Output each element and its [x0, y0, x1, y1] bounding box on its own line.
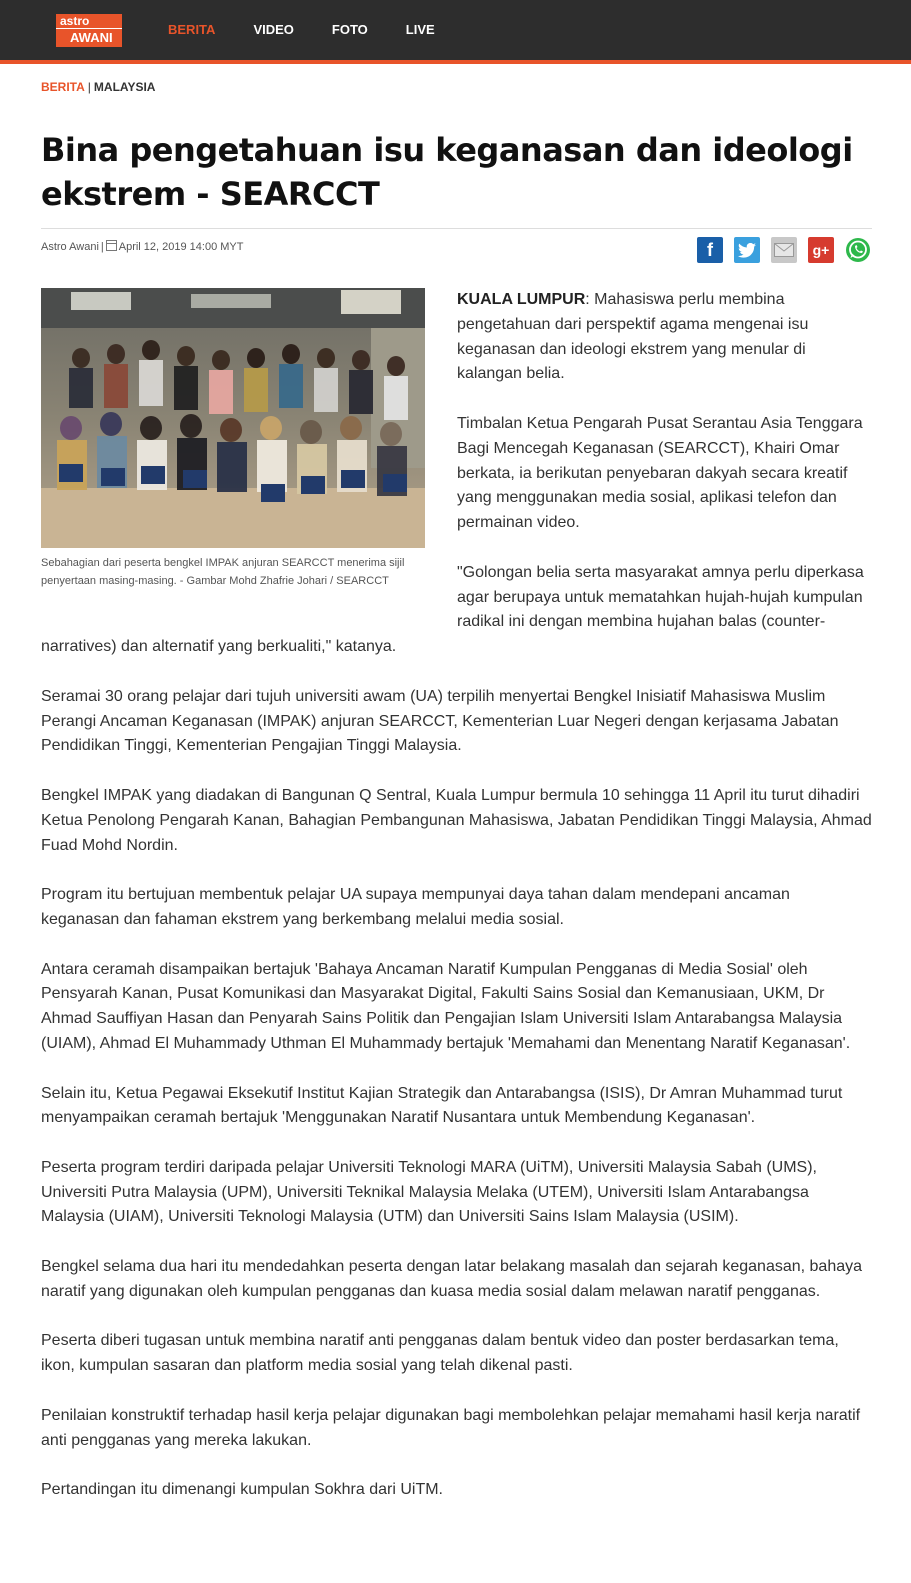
article-paragraph: Timbalan Ketua Pengarah Pusat Serantau Asia Tenggara Bagi Mencegah Keganasan (SEARCCT), Khairi Omar berkata, ia berikutan penyebaran dakyah secara kreatif yang menggunakan media sosial, aplikasi telefon dan permainan video. — [457, 414, 863, 532]
googleplus-share-button[interactable] — [808, 237, 834, 263]
article-lead: : Mahasiswa perlu membina pengetahuan dari perspektif agama mengenai isu keganasan dan ideologi ekstrem yang menular di kalangan belia. — [457, 291, 809, 383]
article-date: April 12, 2019 14:00 MYT — [118, 241, 244, 253]
twitter-share-button[interactable] — [734, 237, 760, 263]
nav-item-video[interactable]: VIDEO — [253, 22, 294, 37]
article-paragraph: Pertandingan itu dimenangi kumpulan Sokhra dari UiTM. — [41, 1481, 443, 1499]
nav-item-foto[interactable]: FOTO — [331, 22, 368, 37]
facebook-icon: f — [707, 239, 713, 260]
accent-divider — [0, 60, 911, 64]
whatsapp-icon — [845, 237, 871, 263]
article-paragraph: Peserta diberi tugasan untuk membina naratif anti pengganas dalam bentuk video dan poster berdasarkan tema, ikon, kumpulan sasaran dan platform media sosial yang telah dikenal pasti. — [41, 1332, 839, 1375]
nav-item-berita[interactable]: BERITA — [168, 22, 216, 37]
astro-awani-logo[interactable] — [56, 14, 122, 46]
figure-float-spacer — [41, 288, 457, 624]
main-nav — [168, 0, 473, 60]
article-paragraph: Seramai 30 orang pelajar dari tujuh universiti awam (UA) terpilih menyertai Bengkel Inisiatif Mahasiswa Muslim Perangi Ancaman Keganasan (IMPAK) anjuran SEARCCT, Kementerian Luar Negeri dengan kerjasama Jabatan Pendidikan Tinggi, Kementerian Pengajian Tinggi Malaysia. — [41, 687, 839, 755]
article-paragraph: Selain itu, Ketua Pegawai Eksekutif Institut Kajian Strategik dan Antarabangsa (ISIS), Dr Amran Muhammad turut menyampaikan ceramah bertajuk 'Menggunakan Naratif Nusantara untuk Membendung Keganasan'. — [41, 1084, 843, 1127]
article-author: Astro Awani — [41, 241, 99, 253]
breadcrumb-separator: | — [87, 80, 91, 94]
logo-top-text: astro — [56, 14, 122, 28]
twitter-icon — [738, 243, 756, 258]
email-icon — [774, 243, 794, 257]
googleplus-icon: g+ — [812, 242, 830, 258]
article-paragraph: Program itu bertujuan membentuk pelajar UA supaya mempunyai daya tahan dalam mendepani ancaman keganasan dan fahaman ekstrem yang berkembang melalui media sosial. — [41, 886, 790, 928]
nav-item-live[interactable]: LIVE — [405, 22, 435, 37]
meta-separator: | — [100, 241, 104, 253]
article-paragraph: Bengkel IMPAK yang diadakan di Bangunan Q Sentral, Kuala Lumpur bermula 10 sehingga 11 April itu turut dihadiri Ketua Penolong Pengarah Kanan, Bahagian Pembangunan Mahasiswa, Jabatan Pendidikan Tinggi Malaysia, Ahmad Fuad Mohd Nordin. — [41, 786, 872, 854]
facebook-share-button[interactable] — [697, 237, 723, 263]
logo-bottom-text: AWANI — [56, 28, 122, 47]
photo-caption: Sebahagian dari peserta bengkel IMPAK anjuran SEARCCT menerima sijil penyertaan masing-masing. - Gambar Mohd Zhafrie Johari / SEARCCT — [41, 557, 405, 587]
title-divider — [41, 228, 872, 229]
breadcrumb — [41, 80, 155, 94]
share-buttons — [697, 237, 882, 263]
article-title: Bina pengetahuan isu keganasan dan ideologi ekstrem - SEARCCT — [41, 131, 853, 213]
whatsapp-share-button[interactable] — [845, 237, 871, 263]
breadcrumb-section[interactable]: BERITA — [41, 80, 85, 94]
article-dateline: KUALA LUMPUR — [457, 291, 586, 308]
top-navigation-bar — [0, 0, 911, 60]
email-share-button[interactable] — [771, 237, 797, 263]
breadcrumb-category[interactable]: MALAYSIA — [93, 80, 156, 94]
article-paragraph: Peserta program terdiri daripada pelajar Universiti Teknologi MARA (UiTM), Universiti Malaysia Sabah (UMS), Universiti Putra Malaysia (UPM), Universiti Teknikal Malaysia Melaka (UTEM), Universiti Islam Antarabangsa Malaysia (UIAM), Universiti Teknologi Malaysia (UTM) dan Universiti Sains Islam Malaysia (USIM). — [41, 1158, 817, 1226]
calendar-icon — [106, 240, 117, 251]
article-paragraph: Antara ceramah disampaikan bertajuk 'Bahaya Ancaman Naratif Kumpulan Pengganas di Media Sosial' oleh Pensyarah Kanan, Pusat Komunikasi dan Masyarakat Digital, Fakulti Sains Sosial dan Kemanusiaan, UKM, Dr Ahmad Sauffiyan Hasan dan Penyarah Sains Politik dan Pengajian Islam Universiti Islam Antarabangsa Malaysia (UIAM), Ahmad El Muhammady Uthman El Muhammady bertajuk 'Memahami dan Menentang Naratif Keganasan'. — [41, 960, 851, 1052]
article-paragraph: Penilaian konstruktif terhadap hasil kerja pelajar digunakan bagi membolehkan pelajar memahami hasil kerja naratif anti pengganas yang mereka lakukan. — [41, 1406, 861, 1449]
article-body — [41, 288, 872, 1528]
article-paragraph: "Golongan belia serta masyarakat amnya perlu diperkasa agar berupaya untuk mematahkan hujah-hujah kumpulan radikal ini dengan membina hujahan balas (counter-narratives) dan alternatif yang berkualiti," katanya. — [41, 563, 864, 656]
article-paragraph: Bengkel selama dua hari itu mendedahkan peserta dengan latar belakang masalah dan sejarah keganasan, bahaya naratif yang digunakan oleh kumpulan pengganas dan kuasa media sosial dalam melawan naratif pengganas. — [41, 1258, 863, 1300]
article-meta — [41, 240, 244, 253]
